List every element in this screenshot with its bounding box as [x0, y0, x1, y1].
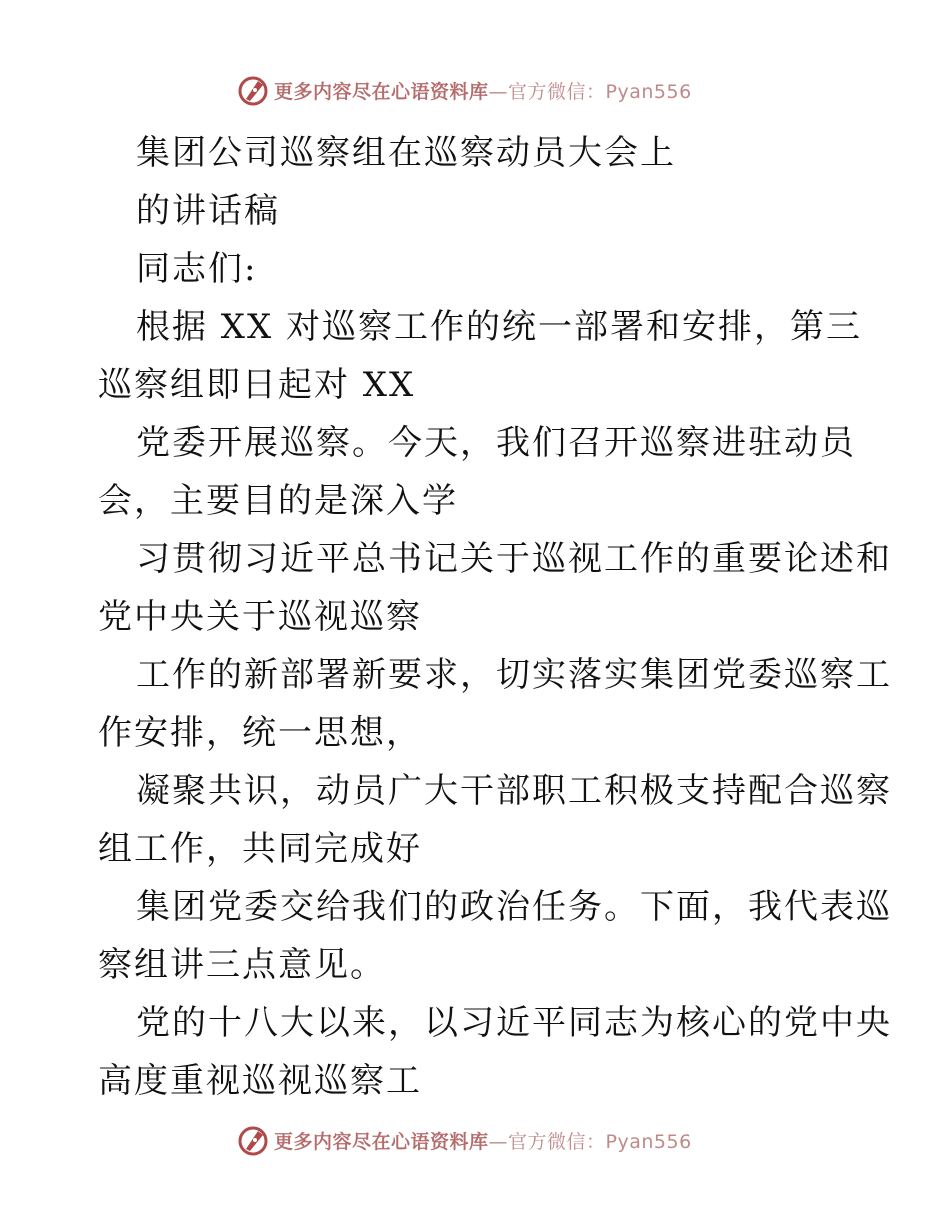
pen-nib-logo-icon [236, 73, 270, 107]
text-line: 党的十八大以来，以习近平同志为核心的党中央 [136, 1003, 892, 1043]
watermark-text [274, 77, 692, 104]
text-line: 组工作，共同完成好 [98, 829, 422, 869]
document-body [98, 124, 892, 1110]
text-line: 习贯彻习近平总书记关于巡视工作的重要论述和 [136, 539, 892, 579]
watermark-header [236, 72, 692, 108]
text-line: 根据 XX 对巡察工作的统一部署和安排，第三 [136, 307, 863, 347]
watermark-footer [236, 1122, 692, 1158]
text-line: 集团公司巡察组在巡察动员大会上 [136, 133, 676, 173]
text-line: 同志们: [136, 249, 258, 289]
text-line: 集团党委交给我们的政治任务。下面，我代表巡 [136, 887, 892, 927]
text-line: 作安排，统一思想， [98, 713, 422, 753]
text-line: 工作的新部署新要求，切实落实集团党委巡察工 [136, 655, 892, 695]
text-line: 会，主要目的是深入学 [98, 481, 458, 521]
text-line: 巡察组即日起对 XX [98, 365, 416, 405]
text-line: 的讲话稿 [136, 191, 280, 231]
text-line: 察组讲三点意见。 [98, 945, 386, 985]
watermark-text-bold: 更多内容尽在心语资料库 [274, 80, 489, 103]
text-line: 党中央关于巡视巡察 [98, 597, 422, 637]
pen-nib-logo-icon [236, 1123, 270, 1157]
text-line: 凝聚共识，动员广大干部职工积极支持配合巡察 [136, 771, 892, 811]
watermark-text [274, 1127, 692, 1154]
text-line: 党委开展巡察。今天，我们召开巡察进驻动员 [136, 423, 856, 463]
watermark-text-bold: 更多内容尽在心语资料库 [274, 1130, 489, 1153]
watermark-text-rest: —官方微信：Pyan556 [488, 80, 692, 103]
watermark-text-rest: —官方微信：Pyan556 [488, 1130, 692, 1153]
text-line: 高度重视巡视巡察工 [98, 1061, 422, 1101]
